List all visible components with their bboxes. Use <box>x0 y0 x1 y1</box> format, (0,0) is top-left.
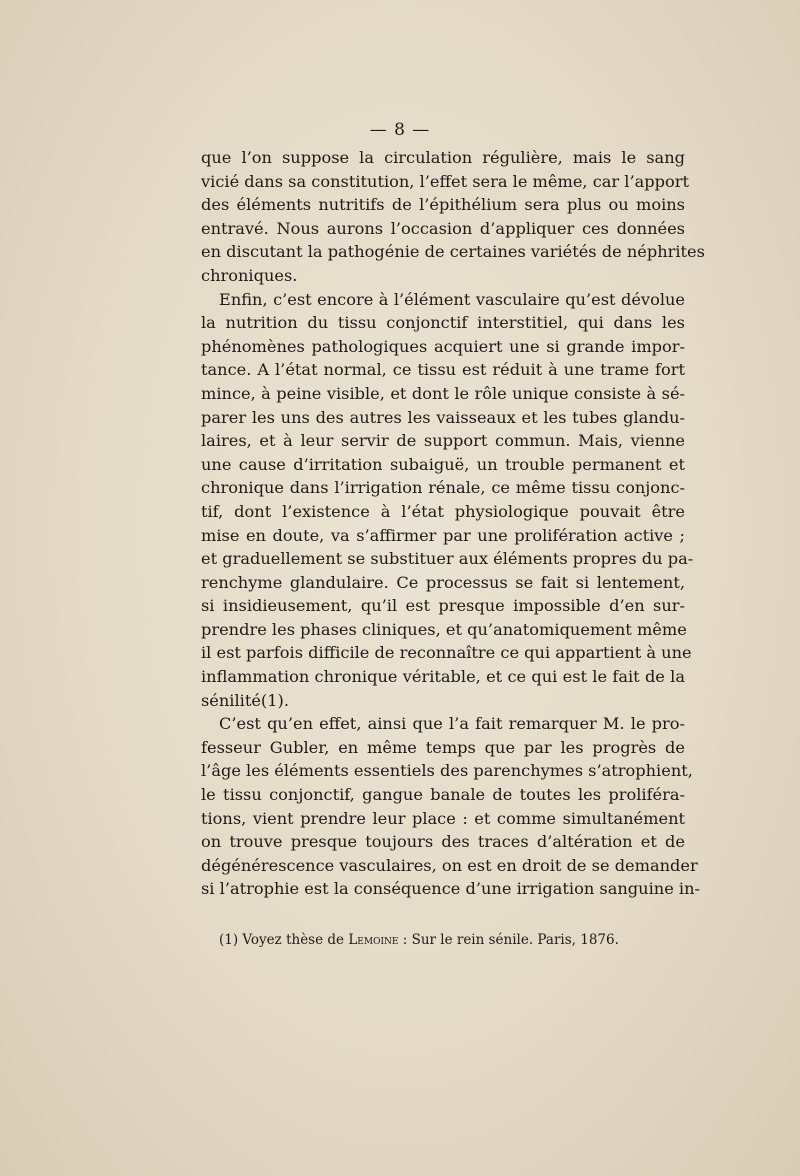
text-line: chronique dans l’irrigation rénale, ce même tissu conjonc- <box>201 478 685 498</box>
text-line: mince, à peine visible, et dont le rôle unique consiste à sé- <box>201 383 685 403</box>
text-line: phénomènes pathologiques acquiert une si grande impor- <box>201 336 685 356</box>
text-line: renchyme glandulaire. Ce processus se fait si lentement, <box>201 572 685 592</box>
text-line: il est parfois difficile de reconnaître ce qui appartient à une <box>201 643 692 663</box>
text-line: en discutant la pathogénie de certaines variétés de néphrites <box>201 242 705 262</box>
text-line: si insidieusement, qu’il est presque impossible d’en sur- <box>201 596 685 616</box>
text-line: chroniques. <box>201 265 298 285</box>
text-line: C’est qu’en effet, ainsi que l’a fait remarquer M. le pro- <box>219 714 685 734</box>
text-line: mise en doute, va s’affirmer par une prolifération active ; <box>201 525 685 545</box>
text-line: que l’on suppose la circulation régulière, mais le sang <box>201 148 685 167</box>
footnote <box>219 932 619 948</box>
text-line: le tissu conjonctif, gangue banale de toutes les proliféra- <box>201 785 685 805</box>
text-line: la nutrition du tissu conjonctif interstitiel, qui dans les <box>201 313 685 333</box>
text-line: prendre les phases cliniques, et qu’anatomiquement même <box>201 619 687 639</box>
text-line: tif, dont l’existence à l’état physiologique pouvait être <box>201 501 685 521</box>
text-line: sénilité(1). <box>201 690 290 710</box>
text-line: l’âge les éléments essentiels des parenchymes s’atrophient, <box>201 761 693 781</box>
text-line: fesseur Gubler, en même temps que par les progrès de <box>201 737 685 757</box>
text-line: inflammation chronique véritable, et ce qui est le fait de la <box>201 667 685 687</box>
text-line: dégénérescence vasculaires, on est en droit de se demander <box>201 855 698 875</box>
footnote-author: Lemoine <box>348 932 399 948</box>
text-line: laires, et à leur servir de support commun. Mais, vienne <box>201 431 685 451</box>
text-line: si l’atrophie est la conséquence d’une irrigation sanguine in- <box>201 879 700 899</box>
page-number: — 8 — <box>369 120 431 140</box>
footnote-prefix: (1) Voyez thèse de <box>219 932 349 948</box>
text-line: entravé. Nous aurons l’occasion d’appliquer ces données <box>201 218 685 238</box>
text-line: des éléments nutritifs de l’épithélium sera plus ou moins <box>201 195 685 215</box>
text-line: tions, vient prendre leur place : et comme simultanément <box>201 808 685 828</box>
text-line: vicié dans sa constitution, l’effet sera le même, car l’apport <box>201 171 689 191</box>
text-line: une cause d’irritation subaiguë, un trouble permanent et <box>201 454 685 474</box>
text-line: tance. A l’état normal, ce tissu est réduit à une trame fort <box>201 360 685 380</box>
text-line: on trouve presque toujours des traces d’altération et de <box>201 832 685 852</box>
footnote-suffix: : Sur le rein sénile. Paris, 1876. <box>398 932 619 948</box>
body-text <box>201 146 705 901</box>
text-line: parer les uns des autres les vaisseaux et les tubes glandu- <box>201 407 685 427</box>
text-line: et graduellement se substituer aux éléments propres du pa- <box>201 549 694 569</box>
text-line: Enfin, c’est encore à l’élément vasculaire qu’est dévolue <box>219 289 685 309</box>
